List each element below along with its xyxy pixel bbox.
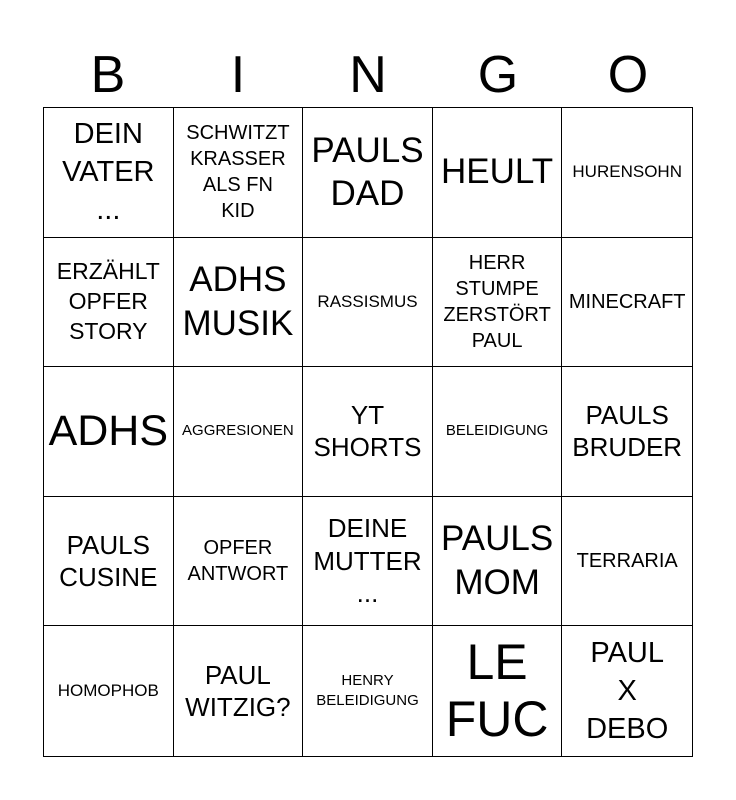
bingo-cell-r4-c5[interactable] (562, 497, 692, 627)
cell-label: BELEIDIGUNG (445, 422, 549, 440)
bingo-cell-r5-c5[interactable] (562, 626, 692, 756)
bingo-cell-r3-c1[interactable] (44, 367, 174, 497)
bingo-cell-r1-c1[interactable] (44, 108, 174, 238)
bingo-cell-r4-c2[interactable] (174, 497, 304, 627)
bingo-cell-r1-c4[interactable] (433, 108, 563, 238)
cell-label: PAULS BRUDER (572, 399, 683, 463)
cell-label: YT SHORTS (313, 399, 422, 463)
bingo-cell-r3-c3[interactable] (303, 367, 433, 497)
bingo-cell-r5-c4[interactable] (433, 626, 563, 756)
bingo-cell-r1-c3[interactable] (303, 108, 433, 238)
bingo-header (43, 42, 693, 108)
cell-label: LE FUC (445, 633, 549, 748)
bingo-cell-r2-c3[interactable] (303, 238, 433, 368)
cell-label: PAULS MOM (441, 519, 554, 603)
bingo-cell-r1-c2[interactable] (174, 108, 304, 238)
bingo-cell-r4-c1[interactable] (44, 497, 174, 627)
header-letter-b: B (90, 46, 126, 104)
cell-label: HURENSOHN (572, 162, 682, 182)
bingo-cell-r2-c2[interactable] (174, 238, 304, 368)
header-letter-g: G (477, 46, 519, 104)
bingo-cell-r2-c5[interactable] (562, 238, 692, 368)
cell-label: PAULS DAD (311, 130, 424, 214)
bingo-cell-r2-c1[interactable] (44, 238, 174, 368)
header-letter-o: O (607, 46, 649, 104)
cell-label: DEIN VATER ... (62, 117, 155, 227)
cell-label: AGGRESIONEN (182, 422, 294, 440)
cell-label: SCHWITZT KRASSER ALS FN KID (186, 122, 290, 223)
cell-label: ADHS (48, 406, 169, 455)
cell-label: PAUL X DEBO (586, 636, 669, 746)
header-letter-n: N (349, 46, 387, 104)
bingo-cell-r5-c2[interactable] (174, 626, 304, 756)
cell-label: PAULS CUSINE (59, 529, 158, 593)
cell-label: HOMOPHOB (57, 681, 159, 700)
cell-label: HENRY BELEIDIGUNG (316, 671, 419, 710)
bingo-cell-r1-c5[interactable] (562, 108, 692, 238)
cell-label: ADHS MUSIK (182, 260, 294, 343)
cell-label: ERZÄHLT OPFER STORY (56, 258, 160, 344)
bingo-cell-r3-c2[interactable] (174, 367, 304, 497)
bingo-cell-r4-c4[interactable] (433, 497, 563, 627)
bingo-cell-r3-c5[interactable] (562, 367, 692, 497)
bingo-cell-r2-c4[interactable] (433, 238, 563, 368)
bingo-cell-r4-c3[interactable] (303, 497, 433, 627)
cell-label: PAUL WITZIG? (185, 659, 291, 723)
bingo-cell-r5-c1[interactable] (44, 626, 174, 756)
cell-label: HERR STUMPE ZERSTÖRT PAUL (443, 251, 551, 352)
cell-label: MINECRAFT (568, 290, 686, 313)
header-letter-i: I (230, 46, 246, 104)
bingo-cell-r3-c4[interactable] (433, 367, 563, 497)
cell-label: TERRARIA (576, 550, 678, 573)
bingo-cell-r5-c3[interactable] (303, 626, 433, 756)
bingo-board (43, 107, 693, 757)
cell-label: HEULT (441, 152, 554, 192)
cell-label: RASSISMUS (317, 291, 418, 311)
cell-label: OPFER ANTWORT (187, 537, 289, 586)
cell-label: DEINE MUTTER ... (313, 513, 422, 609)
